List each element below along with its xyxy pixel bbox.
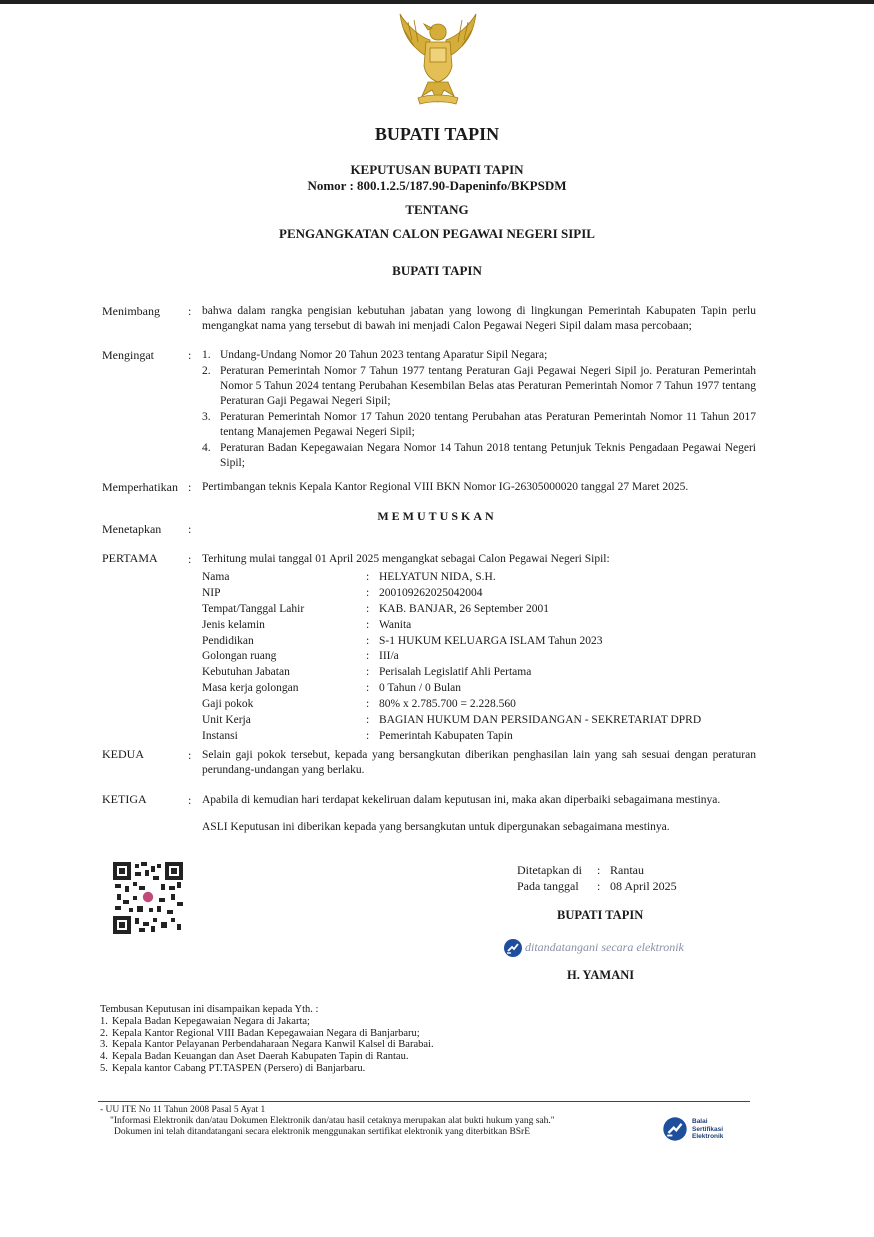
- tentang-heading: TENTANG: [405, 202, 469, 217]
- ditetapkan-value: Rantau: [610, 863, 644, 877]
- footer-note: [100, 1105, 660, 1139]
- colon: :: [188, 793, 192, 807]
- colon: :: [597, 863, 601, 877]
- signatory-position: BUPATI TAPIN: [557, 908, 644, 922]
- qr-code: [113, 862, 183, 934]
- decree-subject: PENGANGKATAN CALON PEGAWAI NEGERI SIPIL: [279, 226, 595, 241]
- colon: :: [597, 879, 601, 893]
- list-item: 4. Peraturan Badan Kepegawaian Negara Nomor 14 Tahun 2018 tentang Petunjuk Teknis Pengadaan Pegawai Negeri Sipil;: [202, 442, 756, 469]
- colon: :: [188, 748, 192, 762]
- pertama-intro: Terhitung mulai tanggal 01 April 2025 mengangkat sebagai Calon Pegawai Negeri Sipil:: [202, 553, 610, 565]
- top-edge: [0, 0, 874, 4]
- list-item: 2. Peraturan Pemerintah Nomor 7 Tahun 1977 tentang Peraturan Gaji Pegawai Negeri Sipil jo. Peraturan Pemerintah Nomor 5 Tahun 2024 tentang Perubahan Kesembilan Belas atas Peraturan Pemerintah Nomor 7 Tahun 1977 tentang Peraturan Gaji Pegawai Negeri Sipil;: [202, 365, 756, 407]
- ditetapkan-label: Ditetapkan di: [517, 863, 582, 877]
- colon: :: [188, 522, 192, 536]
- list-item: 3. Peraturan Pemerintah Nomor 17 Tahun 2020 tentang Perubahan atas Peraturan Pemerintah Nomor 11 Tahun 2017 tentang Manajemen Pegawai Negeri Sipil;: [202, 411, 756, 438]
- esign-note: ditandatangani secara elektronik: [525, 940, 684, 954]
- mengingat-list: [202, 348, 756, 472]
- kedua-text: Selain gaji pokok tersebut, kepada yang bersangkutan diberikan penghasilan lain yang sah sesuai dengan peraturan perundang-undangan yang berlaku.: [202, 749, 756, 776]
- memperhatikan-label: Memperhatikan: [102, 480, 178, 494]
- colon: :: [188, 348, 192, 362]
- footer-line: "Informasi Elektronik dan/atau Dokumen Elektronik dan/atau hasil cetaknya merupakan alat bukti hukum yang sah.": [110, 1116, 555, 1127]
- garuda-emblem-icon: [388, 10, 488, 110]
- tanggal-label: Pada tanggal: [517, 879, 579, 893]
- bsre-logo-icon: [662, 1116, 688, 1142]
- list-item: 3. Kepala Kantor Pelayanan Perbendaharaan Negara Kanwil Kalsel di Barabai.: [100, 1039, 434, 1051]
- kedua-label: KEDUA: [102, 747, 144, 761]
- list-item: 1. Kepala Badan Kepegawaian Negara di Jakarta;: [100, 1015, 310, 1027]
- list-item: 5. Kepala kantor Cabang PT.TASPEN (Persero) di Banjarbaru.: [100, 1062, 366, 1074]
- menimbang-text: bahwa dalam rangka pengisian kebutuhan jabatan yang lowong di lingkungan Pemerintah Kabupaten Tapin perlu mengangkat nama yang tersebut di bawah ini menjadi Calon Pegawai Negeri Sipil dalam masa percobaan;: [202, 305, 756, 332]
- issuer-heading: BUPATI TAPIN: [392, 263, 482, 278]
- list-item: 4. Kepala Badan Keuangan dan Aset Daerah Kabupaten Tapin di Rantau.: [100, 1051, 409, 1063]
- list-item: 1. Undang-Undang Nomor 20 Tahun 2023 tentang Aparatur Sipil Negara;: [202, 349, 548, 361]
- menimbang-label: Menimbang: [102, 304, 160, 318]
- bsre-signature-icon: [503, 938, 523, 958]
- colon: :: [188, 304, 192, 318]
- memutuskan-heading: MEMUTUSKAN: [377, 509, 497, 523]
- decree-title: KEPUTUSAN BUPATI TAPIN: [350, 162, 524, 177]
- bsre-logo-text: Balai Sertifikasi Elektronik: [692, 1118, 724, 1140]
- signatory-name: H. YAMANI: [567, 968, 635, 982]
- decree-number: Nomor : 800.1.2.5/187.90-Dapeninfo/BKPSDM: [307, 178, 567, 193]
- asli-text: ASLI Keputusan ini diberikan kepada yang bersangkutan untuk dipergunakan sebagaimana mestinya.: [202, 821, 670, 833]
- mengingat-label: Mengingat: [102, 348, 154, 362]
- footer-line: Dokumen ini telah ditandatangani secara elektronik menggunakan sertifikat elektronik yang diterbitkan BSrE: [114, 1127, 531, 1138]
- list-item: 2. Kepala Kantor Regional VIII Badan Kepegawaian Negara di Banjarbaru;: [100, 1027, 420, 1039]
- colon: :: [188, 480, 192, 494]
- colon: :: [188, 552, 192, 566]
- tembusan-intro: Tembusan Keputusan ini disampaikan kepada Yth. :: [100, 1004, 319, 1015]
- memperhatikan-text: Pertimbangan teknis Kepala Kantor Regional VIII BKN Nomor IG-26305000020 tanggal 27 Maret 2025.: [202, 481, 689, 493]
- tembusan-block: [100, 1004, 560, 1075]
- ketiga-text: Apabila di kemudian hari terdapat kekeliruan dalam keputusan ini, maka akan diperbaiki sebagaimana mestinya.: [202, 794, 721, 806]
- pertama-label: PERTAMA: [102, 551, 158, 565]
- footer-line: - UU ITE No 11 Tahun 2008 Pasal 5 Ayat 1: [100, 1105, 266, 1115]
- footer-divider: [98, 1101, 750, 1102]
- page-title: BUPATI TAPIN: [374, 124, 500, 144]
- menetapkan-label: Menetapkan: [102, 522, 162, 536]
- tanggal-value: 08 April 2025: [610, 879, 677, 893]
- ketiga-label: KETIGA: [102, 792, 147, 806]
